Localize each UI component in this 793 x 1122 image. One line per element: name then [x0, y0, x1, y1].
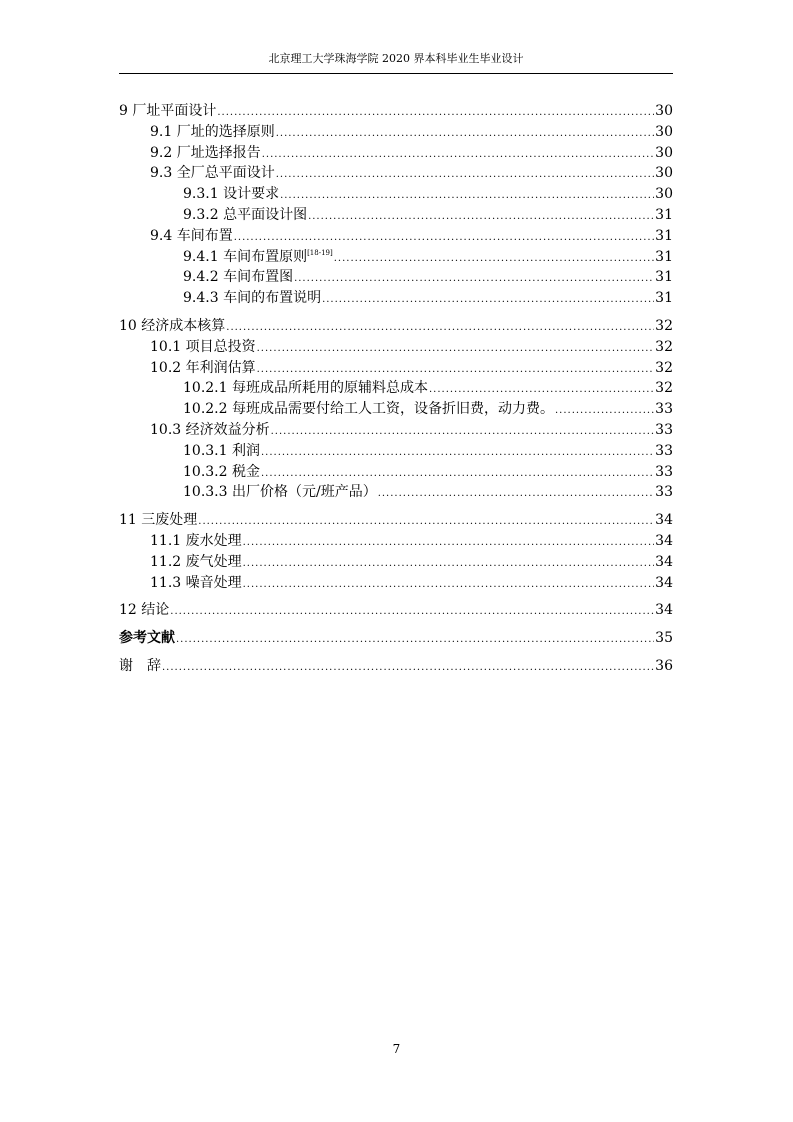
dot-leader — [378, 484, 654, 505]
toc-entry-title — [119, 510, 197, 531]
toc-entry-title-text: 9.1 厂址的选择原则 — [150, 123, 275, 140]
toc-entry-page-number: 30 — [655, 103, 673, 119]
toc-entry-title-text: 10.2.1 每班成品所耗用的原辅料总成本 — [183, 380, 428, 397]
toc-entry-title — [183, 205, 307, 226]
toc-entry-page-number: 33 — [655, 442, 673, 459]
toc-entry-title-text: 10.3 经济效益分析 — [150, 421, 270, 438]
toc-entry[interactable] — [119, 510, 673, 531]
toc-entry-title-text: 10.3.3 出厂价格（元/班产品） — [183, 484, 377, 501]
toc-entry[interactable] — [119, 441, 673, 462]
toc-entry-title-text: 9.4.2 车间布置图 — [183, 269, 294, 286]
toc-entry-page-number: 30 — [655, 165, 673, 182]
toc-entry-title-text: 11 三废处理 — [119, 512, 198, 529]
toc-entry-title-text: 10 经济成本核算 — [119, 317, 226, 334]
toc-entry-title — [150, 552, 242, 573]
dot-leader — [170, 602, 654, 623]
toc-entry-page-number: 34 — [655, 574, 673, 591]
citation-superscript: [18-19] — [307, 248, 333, 257]
toc-entry-title-text: 9 厂址平面设计 — [119, 103, 217, 119]
toc-entry[interactable] — [119, 316, 673, 337]
toc-entry-title — [119, 600, 169, 621]
toc-entry-page-number: 33 — [655, 421, 673, 438]
toc-entry-title-text: 10.2.2 每班成品需要付给工人工资，设备折旧费，动力费。 — [183, 401, 554, 418]
toc-entry-title-text: 9.2 厂址选择报告 — [150, 144, 261, 161]
toc-entry-page-number: 36 — [655, 657, 673, 674]
toc-entry-title — [119, 101, 216, 122]
toc-entry[interactable] — [119, 337, 673, 358]
toc-entry-title — [183, 267, 293, 288]
toc-entry-page-number: 34 — [655, 512, 673, 529]
toc-entry-title-text: 10.1 项目总投资 — [150, 338, 256, 355]
toc-entry[interactable] — [119, 358, 673, 379]
toc-entry-page-number: 32 — [655, 338, 673, 355]
toc-entry-title-text: 10.2 年利润估算 — [150, 359, 256, 376]
toc-entry-title-text: 11.2 废气处理 — [150, 553, 242, 570]
toc-entry[interactable] — [119, 122, 673, 143]
toc-entry-title-text: 9.4.1 车间布置原则 — [183, 248, 308, 265]
toc-entry-title — [150, 573, 242, 594]
header-rule — [119, 73, 673, 74]
toc-entry-page-number: 31 — [655, 248, 673, 265]
toc-entry-title — [183, 462, 260, 483]
toc-entry[interactable] — [119, 205, 673, 226]
toc-entry[interactable] — [119, 378, 673, 399]
dot-leader — [271, 422, 655, 443]
toc-entry-page-number: 31 — [655, 227, 673, 244]
toc-entry-title — [119, 316, 225, 337]
toc-entry-page-number: 34 — [655, 553, 673, 570]
running-header: 北京理工大学珠海学院 2020 界本科毕业生毕业设计 — [268, 52, 524, 65]
dot-leader — [257, 360, 655, 381]
toc-entry[interactable] — [119, 573, 673, 594]
toc-entry-title-text: 9.4 车间布置 — [150, 227, 233, 244]
dot-leader — [334, 249, 654, 270]
table-of-contents — [119, 101, 673, 677]
dot-leader — [322, 290, 654, 311]
toc-entry-page-number: 34 — [655, 602, 673, 619]
toc-entry[interactable] — [119, 482, 673, 503]
dot-leader — [257, 339, 655, 360]
toc-entry[interactable] — [119, 143, 673, 164]
toc-entry-title — [183, 441, 260, 462]
page-number: 7 — [392, 1042, 401, 1056]
toc-entry-title-text: 12 结论 — [119, 602, 170, 619]
toc-entry-title — [150, 122, 275, 143]
toc-entry-page-number: 35 — [655, 630, 673, 647]
dot-leader — [261, 443, 654, 464]
dot-leader — [162, 658, 654, 679]
dot-leader — [261, 464, 654, 485]
dot-leader — [294, 269, 654, 290]
dot-leader — [243, 533, 655, 554]
toc-entry-title — [150, 358, 256, 379]
toc-entry-title-text: 9.4.3 车间的布置说明 — [183, 290, 322, 307]
dot-leader — [555, 401, 654, 422]
dot-leader — [176, 630, 654, 651]
toc-entry[interactable] — [119, 420, 673, 441]
toc-entry-page-number: 30 — [655, 123, 673, 140]
toc-entry-title — [183, 288, 321, 309]
toc-entry[interactable] — [119, 531, 673, 552]
dot-leader — [243, 554, 655, 575]
toc-entry[interactable] — [119, 552, 673, 573]
toc-entry-page-number: 31 — [655, 206, 673, 223]
toc-entry-title-text: 谢 辞 — [119, 657, 161, 674]
dot-leader — [243, 575, 655, 596]
toc-entry-title — [183, 378, 428, 399]
dot-leader — [429, 380, 654, 401]
toc-entry-title — [183, 247, 333, 268]
toc-entry-page-number: 33 — [655, 463, 673, 480]
toc-entry[interactable] — [119, 184, 673, 205]
toc-entry-page-number: 32 — [655, 317, 673, 334]
dot-leader — [276, 165, 654, 186]
toc-entry-title-text: 9.3.1 设计要求 — [183, 186, 280, 203]
toc-entry-title — [119, 628, 175, 649]
toc-entry-title — [150, 143, 261, 164]
toc-entry-page-number: 31 — [655, 269, 673, 286]
toc-entry-title — [150, 226, 233, 247]
toc-entry[interactable] — [119, 101, 673, 122]
toc-entry-title-text: 11.1 废水处理 — [150, 532, 242, 549]
dot-leader — [280, 186, 654, 207]
toc-entry-title — [150, 531, 242, 552]
toc-entry-page-number: 33 — [655, 484, 673, 501]
toc-entry-page-number: 34 — [655, 532, 673, 549]
toc-entry-title-text: 9.3 全厂总平面设计 — [150, 165, 275, 182]
toc-entry-title — [150, 420, 270, 441]
toc-entry[interactable] — [119, 462, 673, 483]
toc-entry[interactable] — [119, 163, 673, 184]
dot-leader — [262, 145, 654, 166]
toc-entry[interactable] — [119, 267, 673, 288]
dot-leader — [234, 228, 654, 249]
toc-entry-title-text: 11.3 噪音处理 — [150, 574, 242, 591]
toc-entry[interactable] — [119, 288, 673, 309]
toc-entry-title — [183, 184, 279, 205]
toc-entry[interactable] — [119, 247, 673, 268]
toc-entry-page-number: 32 — [655, 359, 673, 376]
toc-entry[interactable] — [119, 656, 673, 677]
toc-entry-page-number: 33 — [655, 401, 673, 418]
toc-entry[interactable] — [119, 628, 673, 649]
dot-leader — [217, 103, 654, 124]
toc-entry-title — [119, 656, 161, 677]
toc-entry-title — [150, 337, 256, 358]
toc-entry-page-number: 31 — [655, 290, 673, 307]
toc-entry-title — [183, 482, 377, 503]
toc-entry-page-number: 30 — [655, 186, 673, 203]
dot-leader — [308, 207, 654, 228]
toc-entry-title-text: 9.3.2 总平面设计图 — [183, 206, 308, 223]
toc-entry[interactable] — [119, 600, 673, 621]
toc-entry-title-text: 10.3.1 利润 — [183, 442, 260, 459]
toc-entry[interactable] — [119, 399, 673, 420]
toc-entry-page-number: 30 — [655, 144, 673, 161]
toc-entry[interactable] — [119, 226, 673, 247]
toc-entry-title — [150, 163, 275, 184]
toc-entry-title-text: 参考文献 — [119, 630, 175, 647]
dot-leader — [198, 512, 654, 533]
toc-entry-page-number: 32 — [655, 380, 673, 397]
toc-entry-title-text: 10.3.2 税金 — [183, 463, 260, 480]
dot-leader — [226, 318, 654, 339]
dot-leader — [276, 124, 654, 145]
toc-entry-title — [183, 399, 554, 420]
